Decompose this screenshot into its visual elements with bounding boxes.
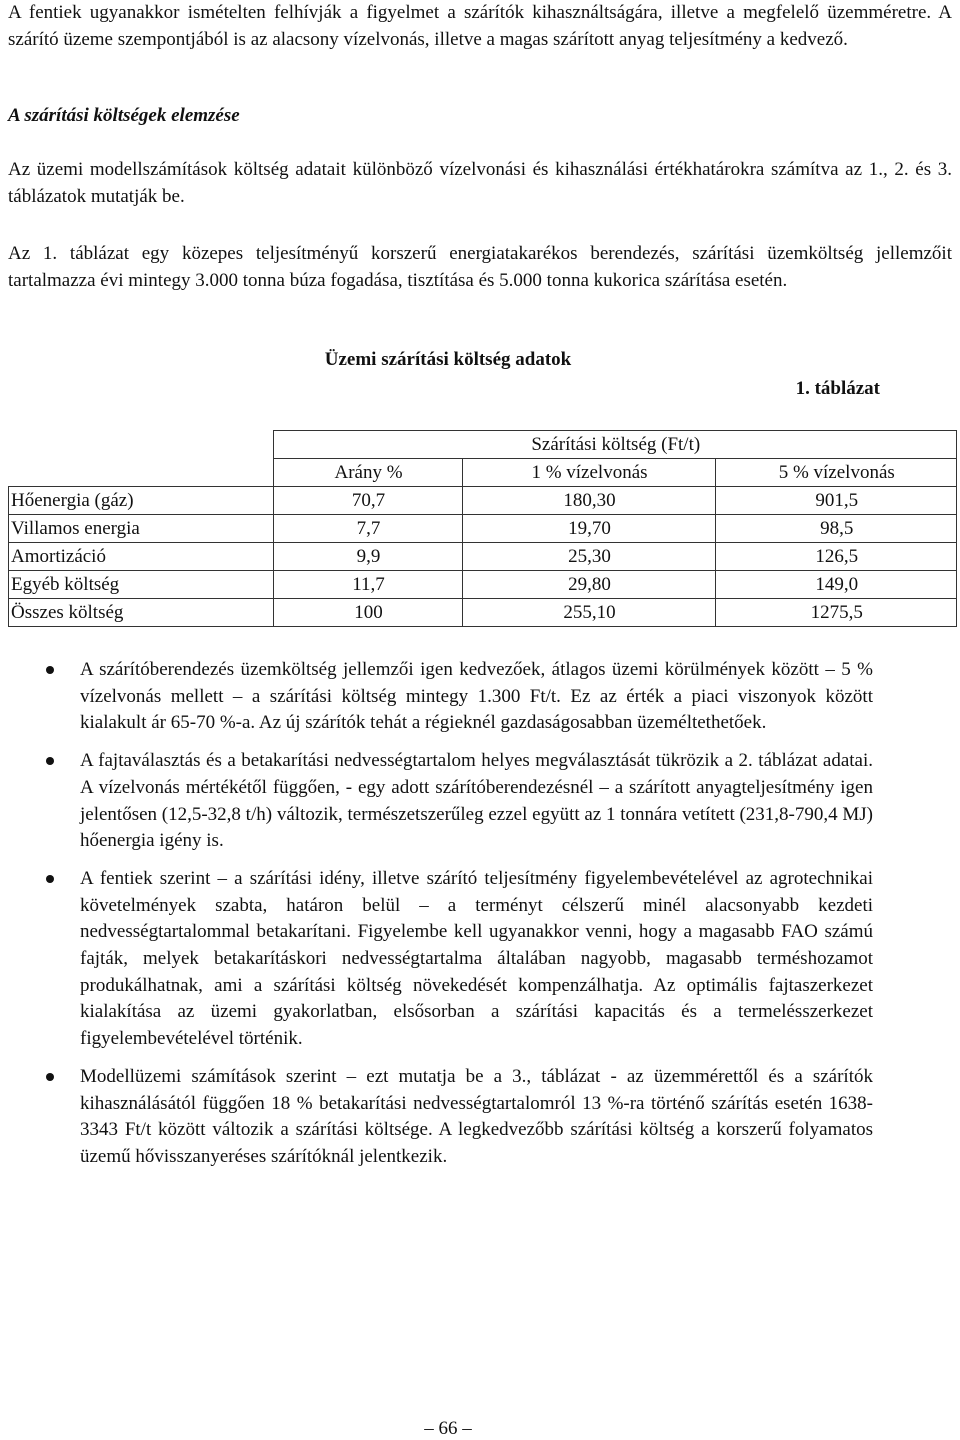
table-cell: 19,70 bbox=[462, 515, 715, 543]
table-intro-paragraph: Az 1. táblázat egy közepes teljesítményű korszerű energiatakarékos berendezés, szárítási üzemköltség jellemzőit tartalmazza évi mintegy 3.000 tonna búza fogadása, tisztítása és 5.000 tonna kukorica szárítása esetén. bbox=[8, 243, 952, 291]
table-cell: 7,7 bbox=[273, 515, 462, 543]
table-cell: 1275,5 bbox=[715, 599, 957, 627]
table-cell: 100 bbox=[273, 599, 462, 627]
list-item-text: A fentiek szerint – a szárítási idény, illetve szárító teljesítmény figyelembevételével az agrotechnikai követelmények szabta, határon belül – a terményt célszerű minél alacsonyabb kezdeti nedvességtartalommal betakarítani. Figyelembe kell ugyanakkor venni, hogy a magasabb FAO számú fajták, melyek betakarításkori nedvességtartalma általában nagyobb, magasabb terméshozamot produkálhatnak, ami a szárítási költség növekedését kompenzálhatja. Az optimális fajtaszerkezet kialakítása az üzemi gyakorlatban, elsősorban a szárítási kapacitás és a termelésszerkezet figyelembevételével történik. bbox=[80, 867, 873, 1050]
table-row-total bbox=[9, 599, 957, 627]
table-title: Üzemi szárítási költség adatok bbox=[324, 349, 572, 370]
table-cell: Egyéb költség bbox=[9, 571, 274, 599]
table-row bbox=[9, 571, 957, 599]
table-cell: 70,7 bbox=[273, 487, 462, 515]
cost-table bbox=[8, 430, 957, 627]
table-cell: Villamos energia bbox=[9, 515, 274, 543]
list-item bbox=[8, 748, 873, 855]
table-row bbox=[9, 515, 957, 543]
bullet-icon bbox=[46, 757, 54, 765]
table-header-cell: 1 % vízelvonás bbox=[462, 459, 715, 487]
table-cell: 255,10 bbox=[462, 599, 715, 627]
table-cell: 149,0 bbox=[715, 571, 957, 599]
table-cell: 180,30 bbox=[462, 487, 715, 515]
list-item bbox=[8, 657, 873, 737]
table-cell: 901,5 bbox=[715, 487, 957, 515]
table-cell: Amortizáció bbox=[9, 543, 274, 571]
table-cell: 11,7 bbox=[273, 571, 462, 599]
intro-paragraph: A fentiek ugyanakkor ismételten felhívják a figyelmet a szárítók kihasználtságára, illetve a megfelelő üzemméretre. A szárító üzeme szempontjából is az alacsony vízelvonás, illetve a magas szárított anyag teljesítmény a kedvező. bbox=[8, 2, 952, 50]
table-header-cell: 5 % vízelvonás bbox=[715, 459, 957, 487]
page-number: – 66 – bbox=[424, 1418, 472, 1439]
table-row bbox=[9, 487, 957, 515]
table-group-header-row bbox=[9, 431, 957, 459]
table-number: 1. táblázat bbox=[795, 378, 880, 399]
table-group-header: Szárítási költség (Ft/t) bbox=[273, 431, 957, 459]
table-header-row bbox=[9, 459, 957, 487]
table-header-cell bbox=[9, 459, 274, 487]
table-header-cell: Arány % bbox=[273, 459, 462, 487]
table-cell: Összes költség bbox=[9, 599, 274, 627]
bullet-icon bbox=[46, 1073, 54, 1081]
list-item-text: A szárítóberendezés üzemköltség jellemzői igen kedvezőek, átlagos üzemi körülmények között – 5 % vízelvonás mellett – a szárítási költség mintegy 1.300 Ft/t. Ez az érték a piaci viszonyok között kialakult ár 65-70 %-a. Az új szárítók tehát a régieknél gazdaságosabban üzeméltethetőek. bbox=[80, 659, 873, 734]
table-cell: 126,5 bbox=[715, 543, 957, 571]
table-cell: Hőenergia (gáz) bbox=[9, 487, 274, 515]
table-cell: 29,80 bbox=[462, 571, 715, 599]
costs-paragraph: Az üzemi modellszámítások költség adatait különböző vízelvonási és kihasználási értékhatárokra számítva az 1., 2. és 3. táblázatok mutatják be. bbox=[8, 159, 952, 207]
list-item-text: Modellüzemi számítások szerint – ezt mutatja be a 3., táblázat - az üzemmérettől és a szárítók kihasználásától függően 18 % betakarítási nedvességtartalomról 13 %-ra történő szárítás esetén 1638-3343 Ft/t között változik a szárítási költsége. A legkedvezőbb szárítási költség a korszerű folyamatos üzemű hővisszanyeréses szárítóknál jelentkezik. bbox=[80, 1065, 873, 1167]
table-empty-corner bbox=[9, 431, 274, 459]
bullet-list bbox=[8, 657, 952, 1182]
list-item bbox=[8, 1064, 873, 1171]
bullet-icon bbox=[46, 666, 54, 674]
table-cell: 25,30 bbox=[462, 543, 715, 571]
bullet-icon bbox=[46, 875, 54, 883]
table-cell: 98,5 bbox=[715, 515, 957, 543]
list-item bbox=[8, 866, 873, 1053]
table-row bbox=[9, 543, 957, 571]
section-heading: A szárítási költségek elemzése bbox=[8, 105, 240, 126]
page-number-value: 66 bbox=[438, 1418, 458, 1439]
table-cell: 9,9 bbox=[273, 543, 462, 571]
list-item-text: A fajtaválasztás és a betakarítási nedvességtartalom helyes megválasztását tükrözik a 2. táblázat adatai. A vízelvonás mértékétől függően, - egy adott szárítóberendezésnél – a szárított anyagteljesítmény igen jelentősen (12,5-32,8 t/h) változik, természetszerűleg ezzel együtt az 1 tonnára vetített (231,8-790,4 MJ) hőenergia igény is. bbox=[80, 750, 873, 852]
